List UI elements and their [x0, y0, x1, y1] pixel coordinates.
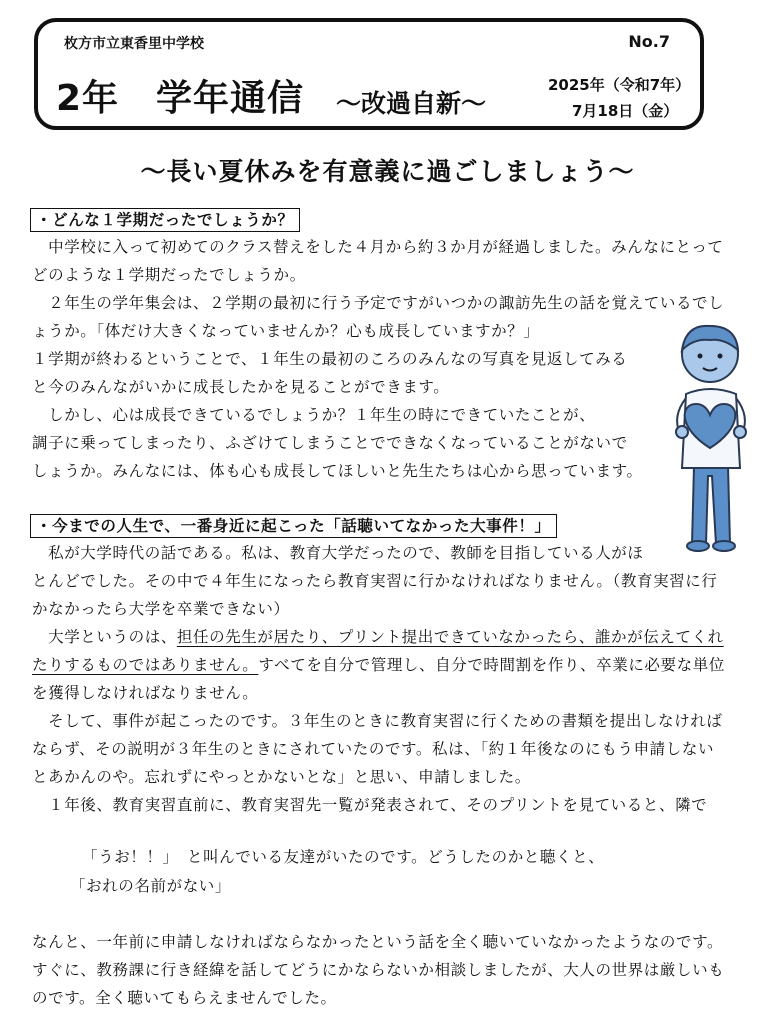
quote-line-1: 「うお！！」 と叫んでいる友達がいたのです。どうしたのかと聴くと、 — [82, 848, 605, 866]
page-headline: ～長い夏休みを有意義に過ごしましょう～ — [140, 157, 635, 186]
issue-date-day: 7月18日（金） — [572, 102, 679, 120]
section1-line: １学期が終わるということで、１年生の最初のころのみんなの写真を見返してみる — [32, 350, 628, 368]
section2-body — [32, 539, 750, 819]
section2-line: そして、事件が起こったのです。３年生のときに教育実習に行くための書類を提出しなければ — [32, 712, 723, 730]
section1-body — [32, 233, 750, 485]
section2-line: とあかんのや。忘れずにやっとかないとな」と思い、申請しました。 — [32, 768, 531, 786]
quote-line-2: 「おれの名前がない」 — [70, 877, 232, 895]
section1-line: しかし、心は成長できているでしょうか？１年生の時にできていたことが、 — [32, 406, 596, 424]
underlined-text: たりするものではありません。 — [32, 656, 259, 674]
section2-line: のです。全く聴いてもらえませんでした。 — [32, 989, 337, 1007]
section2-conclusion — [32, 928, 750, 1012]
section1-line: ょうか。「体だけ大きくなっていませんか？心も成長していますか？」 — [32, 322, 540, 340]
section2-text: すべてを自分で管理し、自分で時間割を作り、卒業に必要な単位 — [258, 656, 725, 674]
section1-line: しょうか。みんなには、体も心も成長してほしいと先生たちは心から思っています。 — [32, 462, 643, 480]
section2-line: かなかったら大学を卒業できない） — [32, 600, 290, 618]
newsletter-subtitle: ～改過自新～ — [336, 89, 487, 118]
section2-line: ならず、その説明が３年生のときにされていたのです。私は、「約１年後なのにもう申請しない — [32, 740, 715, 758]
section2-text: 大学というのは、 — [32, 628, 177, 646]
section1-line: 中学校に入って初めてのクラス替えをした４月から約３か月が経過しました。みんなにとって — [32, 238, 724, 256]
issue-number: No.7 — [628, 32, 670, 51]
section1-line: ２年生の学年集会は、２学期の最初に行う予定ですがいつかの諏訪先生の話を覚えているでし — [32, 294, 725, 312]
section2-line: 私が大学時代の話である。私は、教育大学だったので、教師を目指している人がほ — [32, 544, 644, 562]
section2-line: なんと、一年前に申請しなければならなかったという話を全く聴いていなかったようなのです。 — [32, 933, 724, 951]
newsletter-header — [34, 18, 704, 130]
section1-line: 調子に乗ってしまったり、ふざけてしまうことでできなくなっていることがないで — [32, 434, 628, 452]
boy-holding-heart-illustration — [658, 316, 758, 556]
section2-heading: ・今までの人生で、一番身近に起こった「話聴いてなかった大事件！」 — [30, 514, 557, 538]
section1-line: と今のみんながいかに成長したかを見ることができます。 — [32, 378, 450, 396]
section2-line — [32, 651, 750, 679]
school-name: 枚方市立東香里中学校 — [64, 36, 204, 52]
section2-line: とんどでした。その中で４年生になったら教育実習に行かなければなりません。（教育実習に行 — [32, 572, 718, 590]
section2-line: すぐに、教務課に行き経緯を話してどうにかならないか相談しましたが、大人の世界は厳しいも — [32, 961, 725, 979]
underlined-text: 担任の先生が居たり、プリント提出できていなかったら、誰かが伝えてくれ — [176, 628, 724, 646]
newsletter-title: 2年 学年通信 — [56, 78, 305, 119]
section2-line — [32, 623, 750, 651]
section2-line: を獲得しなければなりません。 — [32, 684, 259, 702]
issue-date-year: 2025年（令和7年） — [548, 76, 691, 94]
section1-line: どのような１学期だったでしょうか。 — [32, 266, 306, 284]
section1-heading: ・どんな１学期だったでしょうか？ — [30, 208, 300, 232]
section2-line: １年後、教育実習直前に、教育実習先一覧が発表されて、そのプリントを見ていると、隣で — [32, 796, 708, 814]
